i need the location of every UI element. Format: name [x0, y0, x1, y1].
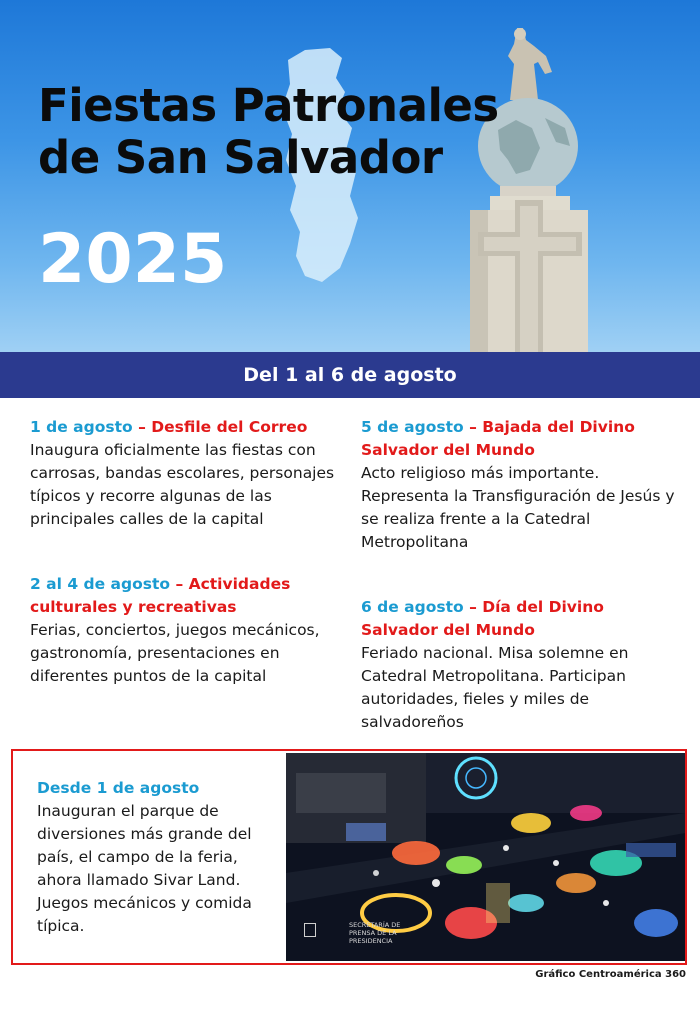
event-item-3: [361, 416, 686, 554]
event-date: 2 al 4 de agosto: [30, 575, 171, 593]
event-description: Feriado nacional. Misa solemne en Catedral Metropolitana. Participan autoridades, fieles y miles de salvadoreños: [361, 644, 629, 731]
event-name: Día del Divino Salvador del Mundo: [361, 598, 604, 639]
event-dash: –: [175, 575, 189, 593]
fair-photo: [286, 753, 685, 961]
statue-head: [514, 28, 526, 40]
event-dash: –: [469, 598, 483, 616]
event-item-4: [361, 596, 686, 734]
page-title: [38, 80, 518, 184]
title-line-2: de San Salvador: [38, 131, 443, 184]
event-name: Bajada del Divino Salvador del Mundo: [361, 418, 635, 459]
seal-icon: [304, 923, 316, 937]
event-item-1: [30, 416, 355, 531]
event-heading: [30, 573, 355, 619]
event-description: Acto religioso más importante. Representa la Transfiguración de Jesús y se realiza frente a la Catedral Metropolitana: [361, 464, 675, 551]
source-credit: Gráfico Centroamérica 360: [535, 969, 686, 980]
event-date: 5 de agosto: [361, 418, 464, 436]
event-heading: [361, 596, 686, 642]
seal-text: SECRETARÍA DE PRENSA DE LA PRESIDENCIA: [349, 921, 401, 945]
hero-header: [0, 0, 700, 352]
year-label: 2025: [38, 220, 228, 299]
monument-illustration: [470, 28, 588, 352]
event-dash: –: [138, 418, 152, 436]
event-heading: [361, 416, 686, 462]
event-description: Ferias, conciertos, juegos mecánicos, gastronomía, presentaciones en diferentes puntos de la capital: [30, 621, 320, 685]
event-heading: [30, 416, 355, 439]
highlight-date: Desde 1 de agosto: [37, 779, 200, 797]
event-date: 6 de agosto: [361, 598, 464, 616]
highlight-box: [11, 749, 687, 965]
event-name: Actividades culturales y recreativas: [30, 575, 291, 616]
highlight-text: [37, 777, 277, 938]
highlight-description: Inauguran el parque de diversiones más grande del país, el campo de la feria, ahora llamado Sivar Land. Juegos mecánicos y comida típica.: [37, 802, 252, 935]
event-dash: –: [469, 418, 483, 436]
event-date: 1 de agosto: [30, 418, 133, 436]
fairground-night-illustration: [286, 753, 685, 961]
title-line-1: Fiestas Patronales: [38, 79, 499, 132]
event-item-2: [30, 573, 355, 688]
date-range-banner: Del 1 al 6 de agosto: [0, 352, 700, 398]
event-name: Desfile del Correo: [151, 418, 308, 436]
event-description: Inaugura oficialmente las fiestas con carrosas, bandas escolares, personajes típicos y recorre algunas de las principales calles de la capital: [30, 441, 335, 528]
